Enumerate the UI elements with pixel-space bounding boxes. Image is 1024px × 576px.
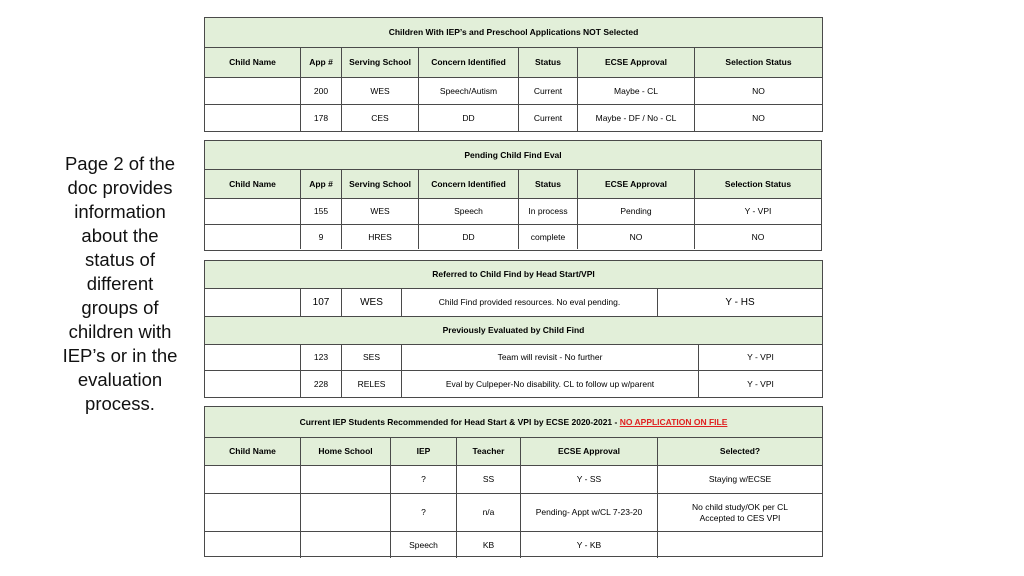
table-title: Referred to Child Find by Head Start/VPI [205, 261, 822, 288]
cell: Eval by Culpeper-No disability. CL to follow up w/parent [402, 371, 699, 397]
cell: SS [457, 466, 521, 493]
table-row [205, 105, 822, 131]
cell: WES [342, 289, 402, 316]
cell: NO [752, 112, 765, 123]
col-header: Child Name [205, 438, 301, 465]
cell [205, 78, 301, 104]
col-header: Status [519, 170, 578, 198]
cell: KB [457, 532, 521, 558]
cell [301, 532, 391, 558]
col-header: Serving School [342, 48, 419, 77]
table-row [205, 345, 822, 371]
cell: ? [391, 494, 457, 531]
table-row [205, 78, 822, 105]
cell: CES [342, 105, 419, 131]
cell: n/a [457, 494, 521, 531]
table-row [205, 532, 822, 558]
cell: 200 [301, 78, 342, 104]
cell: 155 [301, 199, 342, 224]
col-header: Status [519, 48, 578, 77]
cell: Current [519, 78, 578, 104]
cell: Maybe - DF / No - CL [578, 105, 695, 131]
cell: Pending [578, 199, 695, 224]
cell: WES [342, 199, 419, 224]
cell: 228 [301, 371, 342, 397]
cell: ? [391, 466, 457, 493]
col-header: ECSE Approval [578, 48, 695, 77]
table-title-text: Current IEP Students Recommended for Head Start & VPI by ECSE 2020-2021 - [299, 416, 618, 427]
cell: 178 [301, 105, 342, 131]
col-header: Child Name [205, 170, 301, 198]
col-header: Home School [301, 438, 391, 465]
col-header: Selection Status [695, 48, 822, 77]
col-header: ECSE Approval [578, 170, 695, 198]
cell: Staying w/ECSE [708, 474, 772, 484]
cell: Y - SS [521, 466, 658, 493]
table-row [205, 494, 822, 532]
cell [205, 371, 301, 397]
cell: DD [419, 225, 519, 249]
cell: Pending- Appt w/CL 7-23-20 [521, 494, 658, 531]
cell: HRES [342, 225, 419, 249]
cell: Y - VPI [747, 378, 774, 389]
cell: Y - VPI [744, 206, 772, 216]
cell: RELES [342, 371, 402, 397]
cell: Child Find provided resources. No eval pending. [402, 289, 658, 316]
cell: Team will revisit - No further [402, 345, 699, 370]
col-header: Concern Identified [419, 48, 519, 77]
col-header: Child Name [205, 48, 301, 77]
cell [205, 225, 301, 249]
cell: NO [578, 225, 695, 249]
cell [205, 345, 301, 370]
cell [205, 289, 301, 316]
cell [205, 532, 301, 558]
cell [658, 532, 822, 558]
cell [205, 199, 301, 224]
table-pending-child-find [204, 140, 822, 251]
cell: Current [519, 105, 578, 131]
no-application-warning: NO APPLICATION ON FILE [619, 416, 728, 427]
col-header: Selection Status [695, 170, 821, 198]
table-title: Children With IEP’s and Preschool Applications NOT Selected [205, 18, 822, 47]
cell: 9 [301, 225, 342, 249]
cell: NO [751, 231, 765, 242]
side-note: Page 2 of the doc provides information about the status of different groups of children with IEP’s or in the evaluation process. [62, 153, 178, 414]
cell: complete [519, 225, 578, 249]
cell [205, 105, 301, 131]
cell: Speech [391, 532, 457, 558]
col-header: IEP [391, 438, 457, 465]
cell: Maybe - CL [578, 78, 695, 104]
table-row [205, 225, 821, 249]
cell: SES [342, 345, 402, 370]
table-title [205, 407, 822, 437]
cell: Y - HS [725, 297, 755, 308]
cell: No child study/OK per CL Accepted to CES VPI [692, 501, 788, 523]
table-row [205, 199, 821, 225]
table-referred-child-find [204, 260, 823, 398]
cell: WES [342, 78, 419, 104]
cell [301, 494, 391, 531]
cell [205, 494, 301, 531]
col-header: ECSE Approval [521, 438, 658, 465]
cell: NO [752, 85, 765, 96]
table-row [205, 466, 822, 494]
table-iep-not-selected [204, 17, 823, 132]
table-row [205, 289, 822, 317]
table-subtitle: Previously Evaluated by Child Find [205, 317, 822, 344]
cell [301, 466, 391, 493]
col-header: Selected? [658, 438, 822, 465]
col-header: App # [301, 48, 342, 77]
cell: 123 [301, 345, 342, 370]
cell: Y - VPI [747, 352, 774, 362]
col-header: Concern Identified [419, 170, 519, 198]
cell [205, 466, 301, 493]
cell: In process [519, 199, 578, 224]
cell: 107 [301, 289, 342, 316]
cell: Speech/Autism [419, 78, 519, 104]
table-row [205, 371, 822, 397]
cell: Y - KB [521, 532, 658, 558]
table-current-iep-recommended [204, 406, 823, 557]
cell: Speech [419, 199, 519, 224]
col-header: App # [301, 170, 342, 198]
col-header: Serving School [342, 170, 419, 198]
table-title: Pending Child Find Eval [205, 141, 821, 169]
col-header: Teacher [457, 438, 521, 465]
cell: DD [419, 105, 519, 131]
